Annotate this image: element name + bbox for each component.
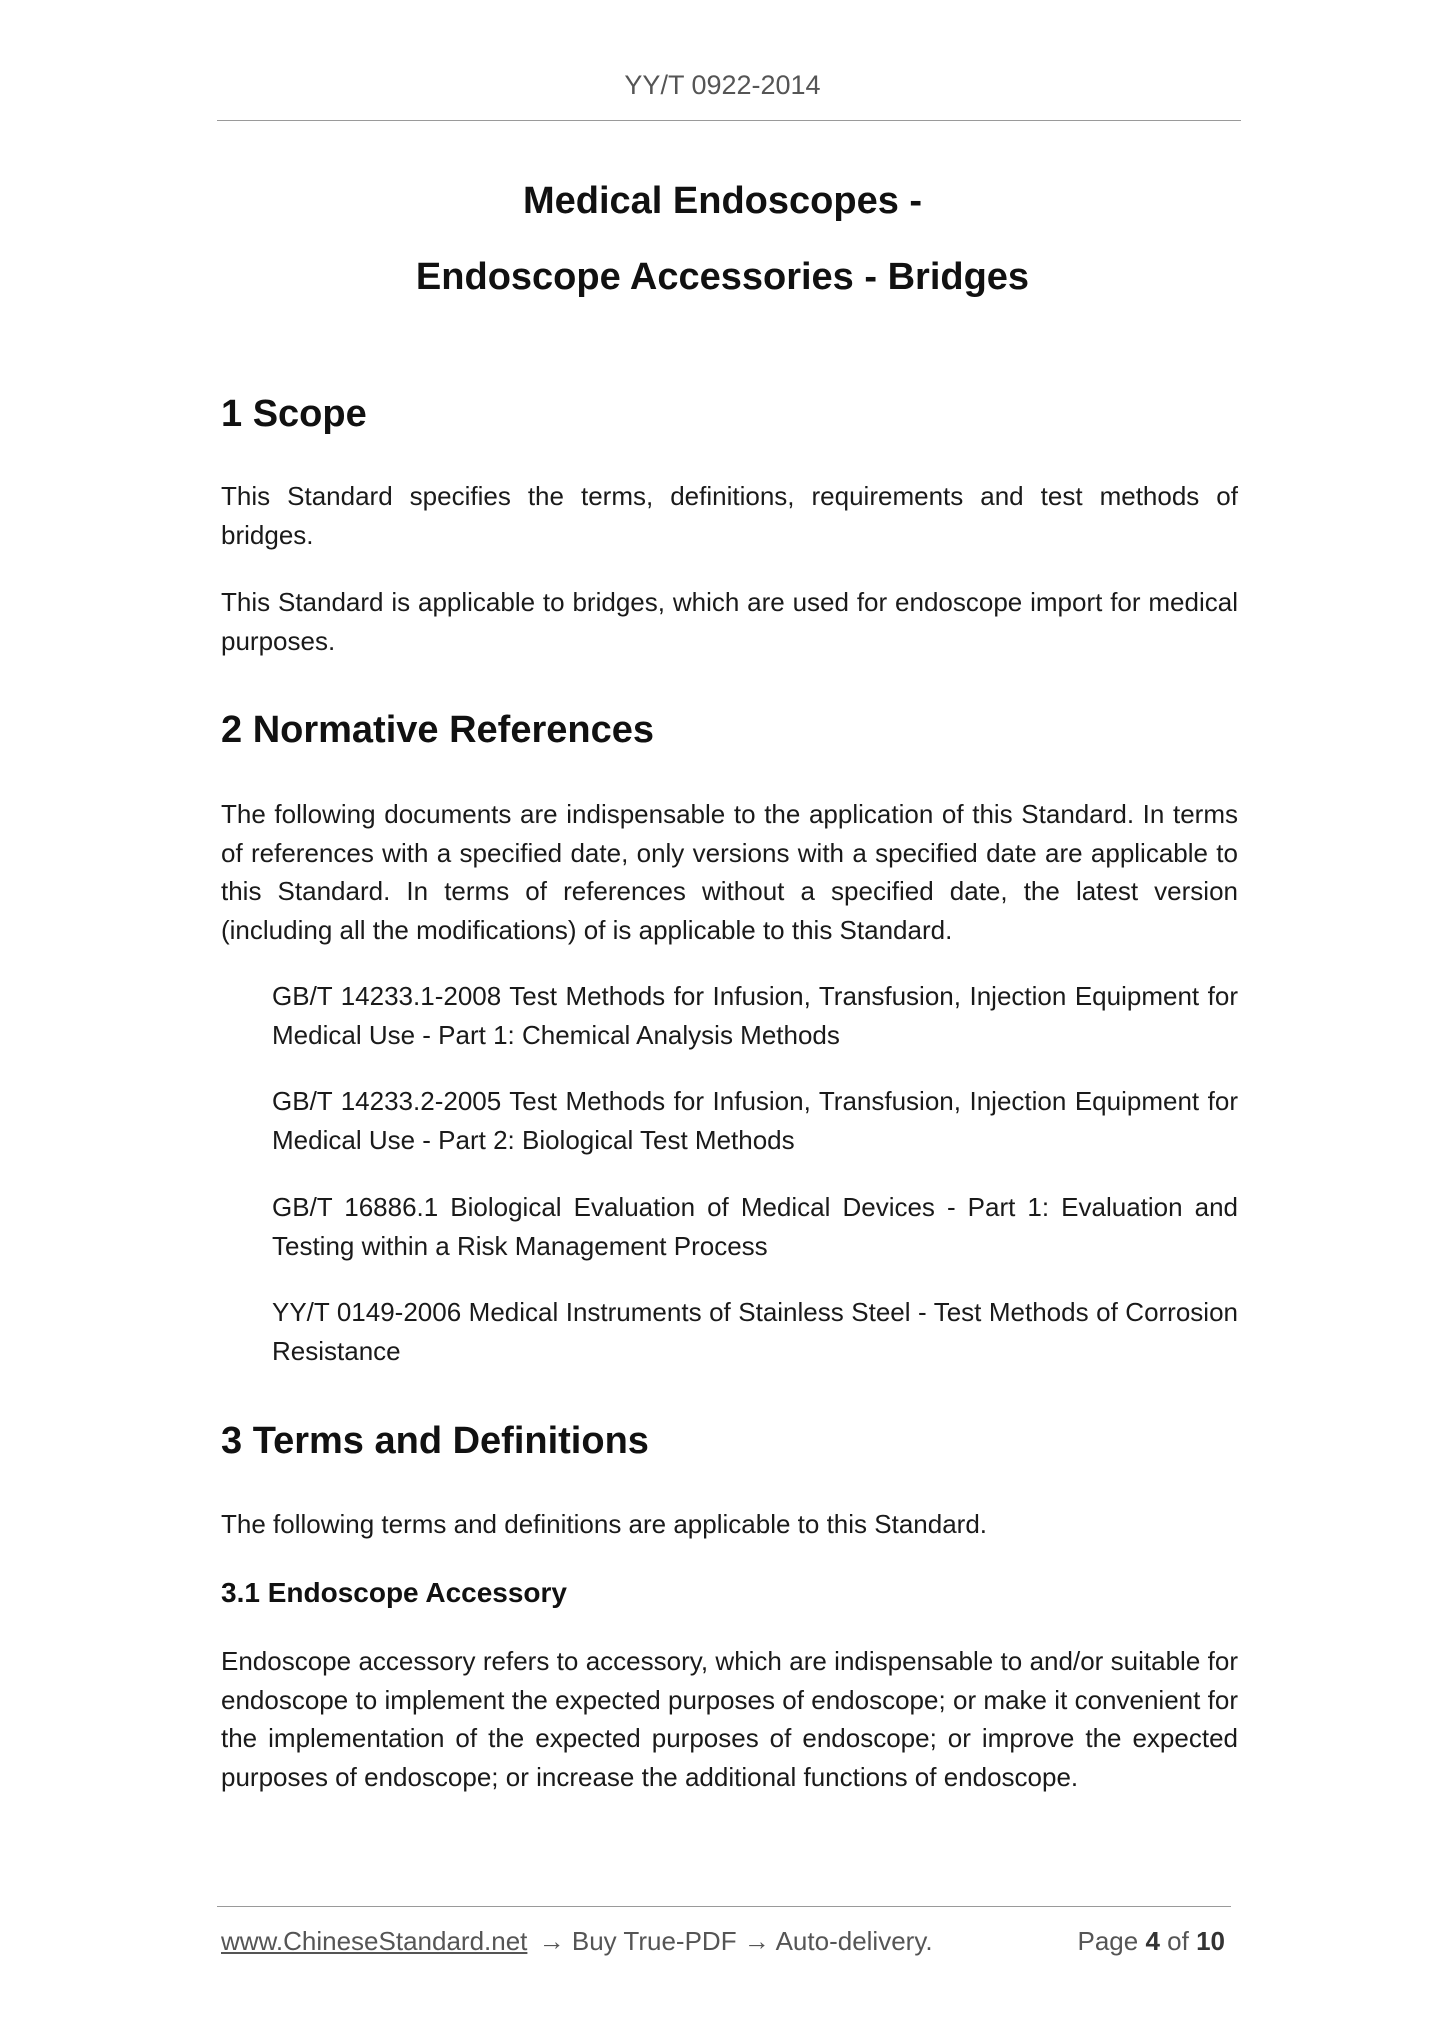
document-title-line-1: Medical Endoscopes - [522, 180, 923, 222]
page-word: Page [1077, 1926, 1139, 1956]
section-heading-terms-definitions: 3 Terms and Definitions [221, 1420, 649, 1462]
chinesestandard-link[interactable]: www.ChineseStandard.net [221, 1926, 528, 1956]
header-divider [217, 120, 1241, 121]
footer-promo-text: → Buy True-PDF → Auto-delivery. [538, 1926, 933, 1956]
scope-paragraph-1: This Standard specifies the terms, definitions, requirements and test methods of bridges. [221, 481, 1238, 550]
of-word: of [1167, 1926, 1189, 1956]
footer-divider [217, 1906, 1231, 1907]
reference-item: GB/T 16886.1 Biological Evaluation of Medical Devices - Part 1: Evaluation and Testing within a Risk Management Process [272, 1192, 1238, 1261]
current-page-number: 4 [1145, 1926, 1160, 1956]
endoscope-accessory-definition: Endoscope accessory refers to accessory, which are indispensable to and/or suitable for endoscope to implement the expected purposes of endoscope; or make it convenient for the implementation of the expected purposes of endoscope; or improve the expected purposes of endoscope; or increase the additional functions of endoscope. [221, 1646, 1238, 1792]
terms-intro-paragraph: The following terms and definitions are applicable to this Standard. [221, 1509, 987, 1539]
page-number-indicator [1077, 1926, 1225, 1957]
page-footer [221, 1926, 1231, 1957]
section-heading-scope: 1 Scope [221, 393, 367, 435]
standard-code-header: YY/T 0922-2014 [624, 70, 821, 100]
subsection-heading-endoscope-accessory: 3.1 Endoscope Accessory [221, 1577, 568, 1608]
document-title-line-2: Endoscope Accessories - Bridges [415, 256, 1030, 298]
total-page-number: 10 [1196, 1926, 1225, 1956]
reference-item: YY/T 0149-2006 Medical Instruments of Stainless Steel - Test Methods of Corrosion Resistance [272, 1297, 1238, 1366]
reference-item: GB/T 14233.1-2008 Test Methods for Infusion, Transfusion, Injection Equipment for Medical Use - Part 1: Chemical Analysis Methods [272, 981, 1238, 1050]
reference-item: GB/T 14233.2-2005 Test Methods for Infusion, Transfusion, Injection Equipment for Medical Use - Part 2: Biological Test Methods [272, 1086, 1238, 1155]
normative-intro-paragraph: The following documents are indispensable to the application of this Standard. In terms of references with a specified date, only versions with a specified date are applicable to this Standard. In terms of references without a specified date, the latest version (including all the modifications) of is applicable to this Standard. [221, 799, 1238, 945]
scope-paragraph-2: This Standard is applicable to bridges, which are used for endoscope import for medical purposes. [221, 587, 1238, 656]
section-heading-normative-references: 2 Normative References [221, 709, 654, 751]
